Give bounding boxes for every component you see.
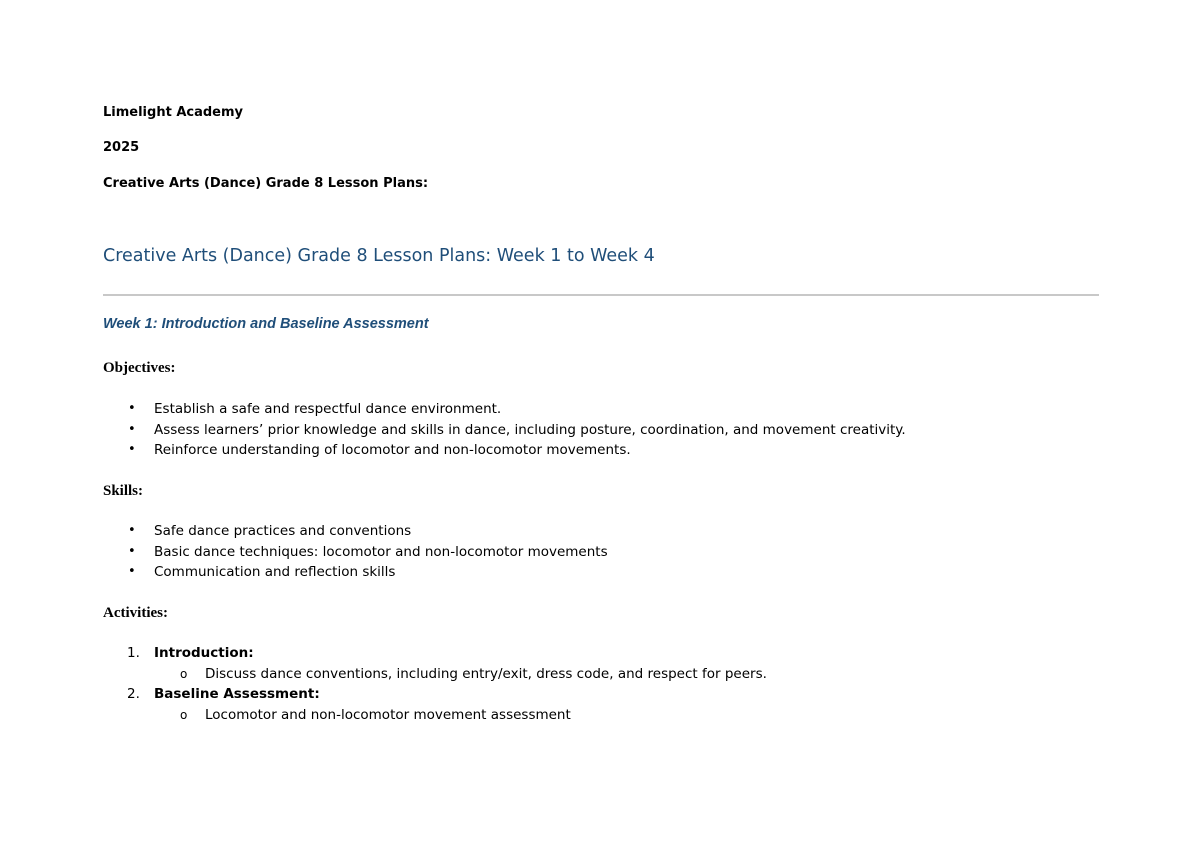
- skill-text: Safe dance practices and conventions: [154, 523, 412, 539]
- sub-bullet-icon: o: [180, 708, 188, 723]
- objectives-label: Objectives:: [103, 360, 176, 376]
- bullet-icon: •: [128, 421, 136, 437]
- list-number: 2.: [127, 686, 140, 703]
- title-divider: [103, 294, 1099, 296]
- skill-text: Basic dance techniques: locomotor and non-locomotor movements: [154, 543, 608, 560]
- sub-bullet-icon: o: [180, 666, 188, 681]
- activity-detail: Locomotor and non-locomotor movement assessment: [205, 707, 571, 724]
- skills-label: Skills:: [103, 483, 144, 499]
- activity-title: Introduction:: [154, 645, 254, 661]
- bullet-icon: •: [128, 543, 136, 559]
- activities-label: Activities:: [103, 605, 168, 621]
- objective-text: Reinforce understanding of locomotor and non-locomotor movements.: [154, 442, 631, 459]
- activity-detail: Discuss dance conventions, including entry/exit, dress code, and respect for peers.: [205, 665, 767, 682]
- week-heading: Week 1: Introduction and Baseline Assessment: [103, 316, 429, 332]
- bullet-icon: •: [128, 564, 136, 580]
- bullet-icon: •: [128, 442, 136, 458]
- year: 2025: [103, 140, 140, 155]
- objective-text: Establish a safe and respectful dance environment.: [154, 401, 502, 417]
- header-subtitle: Creative Arts (Dance) Grade 8 Lesson Plans:: [103, 176, 429, 191]
- objective-text: Assess learners’ prior knowledge and skills in dance, including posture, coordination, and movement creativity.: [154, 421, 906, 438]
- bullet-icon: •: [128, 523, 136, 538]
- activity-title: Baseline Assessment:: [154, 686, 320, 703]
- list-number: 1.: [127, 645, 140, 661]
- skill-text: Communication and reflection skills: [154, 564, 396, 581]
- bullet-icon: •: [128, 401, 136, 416]
- document-title: Creative Arts (Dance) Grade 8 Lesson Plans: Week 1 to Week 4: [103, 246, 655, 266]
- school-name: Limelight Academy: [103, 105, 243, 120]
